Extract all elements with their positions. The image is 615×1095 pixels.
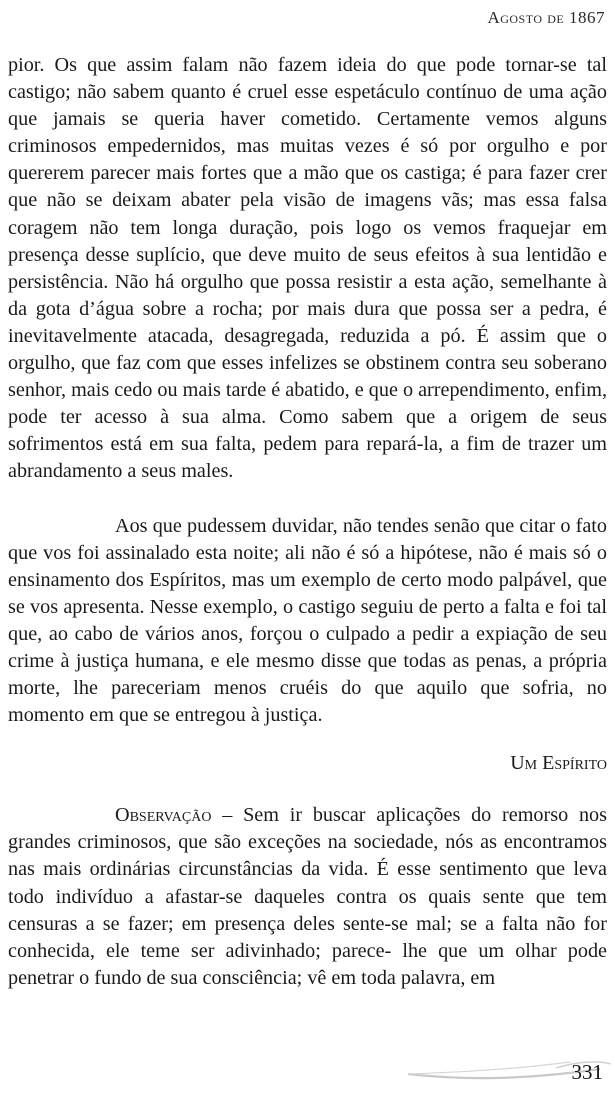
paragraph-continuation: pior. Os que assim falam não fazem ideia do que pode tornar-se tal castigo; não sabem quanto é cruel esse espetáculo contínuo de uma ação que jamais se queria haver cometido. Certamente vemos alguns criminosos empedernidos, mas muitas vezes é só por orgulho e por quererem parecer mais fortes que a mão que os castiga; é para fazer crer que não se deixam abater pela visão de imagens vãs; mas essa falsa coragem não tem longa duração, pois logo os vemos fraquejar em presença desse suplício, que deve muito de seus efeitos à sua lentidão e persistência. Não há orgulho que possa resistir a esta ação, semelhante à da gota d’água sobre a rocha; por mais dura que possa ser a pedra, é inevitavelmente atacada, desagregada, reduzida a pó. É assim que o orgulho, que faz com que esses infelizes se obstinem contra seu soberano senhor, mais cedo ou mais tarde é abatido, e que o arrependimento, enfim, pode ter acesso à sua alma. Como sabem que a origem de seus sofrimentos está em sua falta, pedem para repará-la, a fim de trazer um abrandamento a seus males. [8,54,608,483]
running-header: Agosto de 1867 [487,8,605,27]
page-body [8,52,607,992]
page-footer [0,1048,615,1095]
paragraph-gap [8,777,607,802]
footer-swash-ornament [0,1048,615,1095]
signature: Um Espírito [510,752,607,775]
paragraph-observation [8,802,607,992]
observation-label: Observação [115,804,212,827]
observation-text: – Sem ir buscar aplicações do remorso nos grandes criminosos, que são exceções na sociedade, nós as encontramos nas mais ordinárias circunstâncias da vida. É esse sentimento que leva todo indivíduo a afastar-se daqueles contra os quais sente que tem censuras a se fazer; em presença deles sente-se mal; se a falta não for conhecida, ele teme ser adivinhado; parece- lhe que um olhar pode penetrar o fundo de sua consciência; vê em toda palavra, em [8,804,607,989]
paragraph-gap [8,486,607,513]
page-number: 331 [571,1060,603,1084]
paragraph-message: Aos que pudessem duvidar, não tendes senão que citar o fato que vos foi assinalado esta noite; ali não é só a hipótese, não é mais só o ensinamento dos Espíritos, mas um exemplo de certo modo palpável, que se vos apresenta. Nesse exemplo, o castigo seguiu de perto a falta e foi tal que, ao cabo de vários anos, forçou o culpado a pedir a expiação de seu crime à justiça humana, e ele mesmo disse que todas as penas, a própria morte, lhe pareceriam menos cruéis do que aquilo que sofria, no momento em que se entregou à justiça. [8,514,607,727]
